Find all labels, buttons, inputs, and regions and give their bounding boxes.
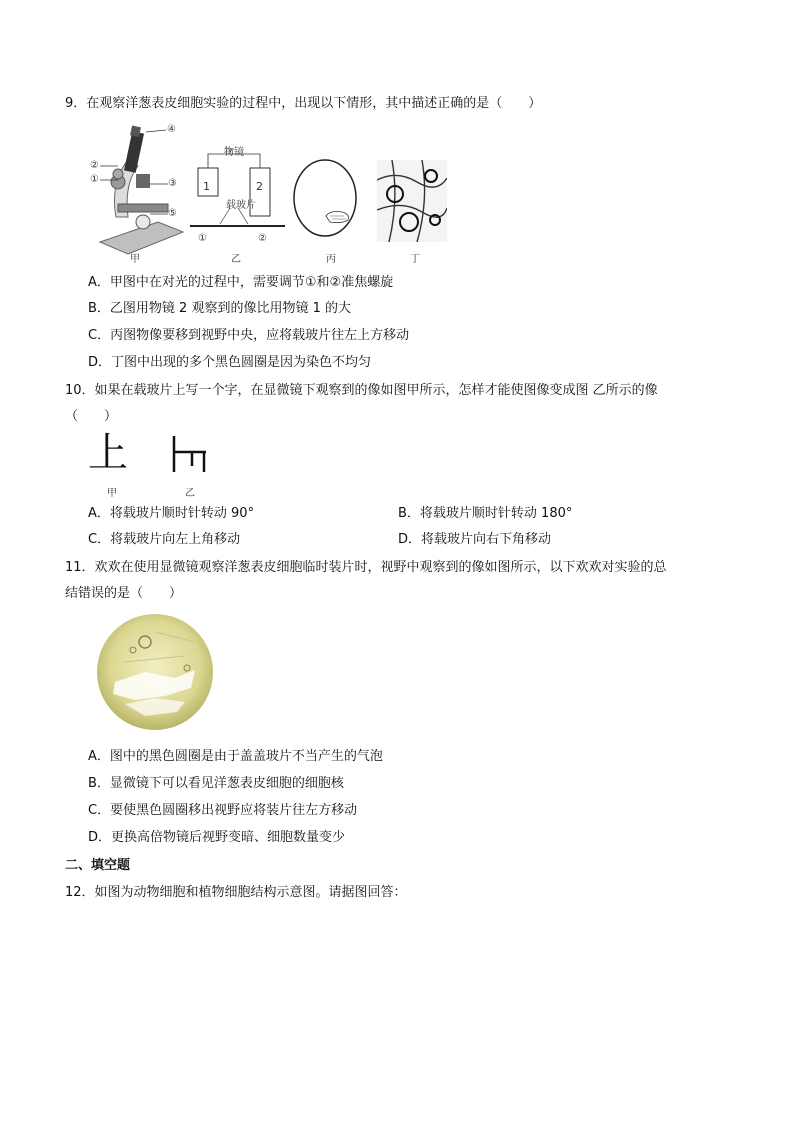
lens-position-1: ① [198,233,207,244]
q10-option-d: D．将载玻片向右下角移动 [398,532,552,547]
caption-jia: 甲 [130,254,140,265]
q11-figure-field-of-view [95,612,215,732]
microscope-label-5: ⑤ [168,208,177,219]
q10-caption-yi: 乙 [185,488,195,499]
q9-option-b: B．乙图用物镜 2 观察到的像比用物镜 1 的大 [88,301,351,316]
microscope-label-4: ④ [167,124,176,135]
q11-option-d: D．更换高倍物镜后视野变暗、细胞数量变少 [88,830,346,845]
q10-figure-yi-rotated-char [170,434,210,474]
q10-caption-jia: 甲 [107,488,117,499]
q9-figure-bing-field [292,158,362,240]
caption-bing: 丙 [326,254,336,265]
q11-option-b: B．显微镜下可以看见洋葱表皮细胞的细胞核 [88,776,344,791]
section-2-title: 二、填空题 [65,858,131,873]
q11-option-a: A．图中的黑色圆圈是由于盖盖玻片不当产生的气泡 [88,749,383,764]
q9-figure-jia-microscope [88,122,188,262]
q11-stem: 11．欢欢在使用显微镜观察洋葱表皮细胞临时装片时，视野中观察到的像如图所示，以下欢欢对实验的总 [65,560,667,575]
q9-option-a: A．甲图中在对光的过程中，需要调节①和②准焦螺旋 [88,275,394,290]
microscope-label-2: ② [90,160,99,171]
q9-option-c: C．丙图物像要移到视野中央，应将载玻片往左上方移动 [88,328,410,343]
q10-option-b: B．将载玻片顺时针转动 180° [398,506,573,521]
q10-figure-jia-char: 上 [88,430,128,476]
q12-stem: 12．如图为动物细胞和植物细胞结构示意图。请据图回答： [65,885,407,900]
q9-stem: 9．在观察洋葱表皮细胞实验的过程中，出现以下情形，其中描述正确的是（ ） [65,96,542,111]
lens-label: 物镜 [224,147,244,158]
lens-number-2: 2 [256,180,263,193]
q10-option-c: C．将载玻片向左上角移动 [88,532,241,547]
microscope-label-3: ③ [168,178,177,189]
lens-number-1: 1 [203,180,210,193]
q10-option-a: A．将载玻片顺时针转动 90° [88,506,255,521]
q11-option-c: C．要使黑色圆圈移出视野应将装片往左方移动 [88,803,358,818]
q10-stem: 10．如果在载玻片上写一个字，在显微镜下观察到的像如图甲所示，怎样才能使图像变成图 乙所示的像 [65,383,658,398]
q9-figure-ding-cells [377,160,447,242]
q11-stem-cont: 结错误的是（ ） [65,586,183,601]
caption-yi: 乙 [231,254,241,265]
caption-ding: 丁 [410,254,420,265]
slide-label: 载玻片 [226,200,256,211]
lens-position-2: ② [258,233,267,244]
q10-stem-cont: （ ） [65,409,118,424]
microscope-label-1: ① [90,174,99,185]
q9-option-d: D．丁图中出现的多个黑色圆圈是因为染色不均匀 [88,355,372,370]
